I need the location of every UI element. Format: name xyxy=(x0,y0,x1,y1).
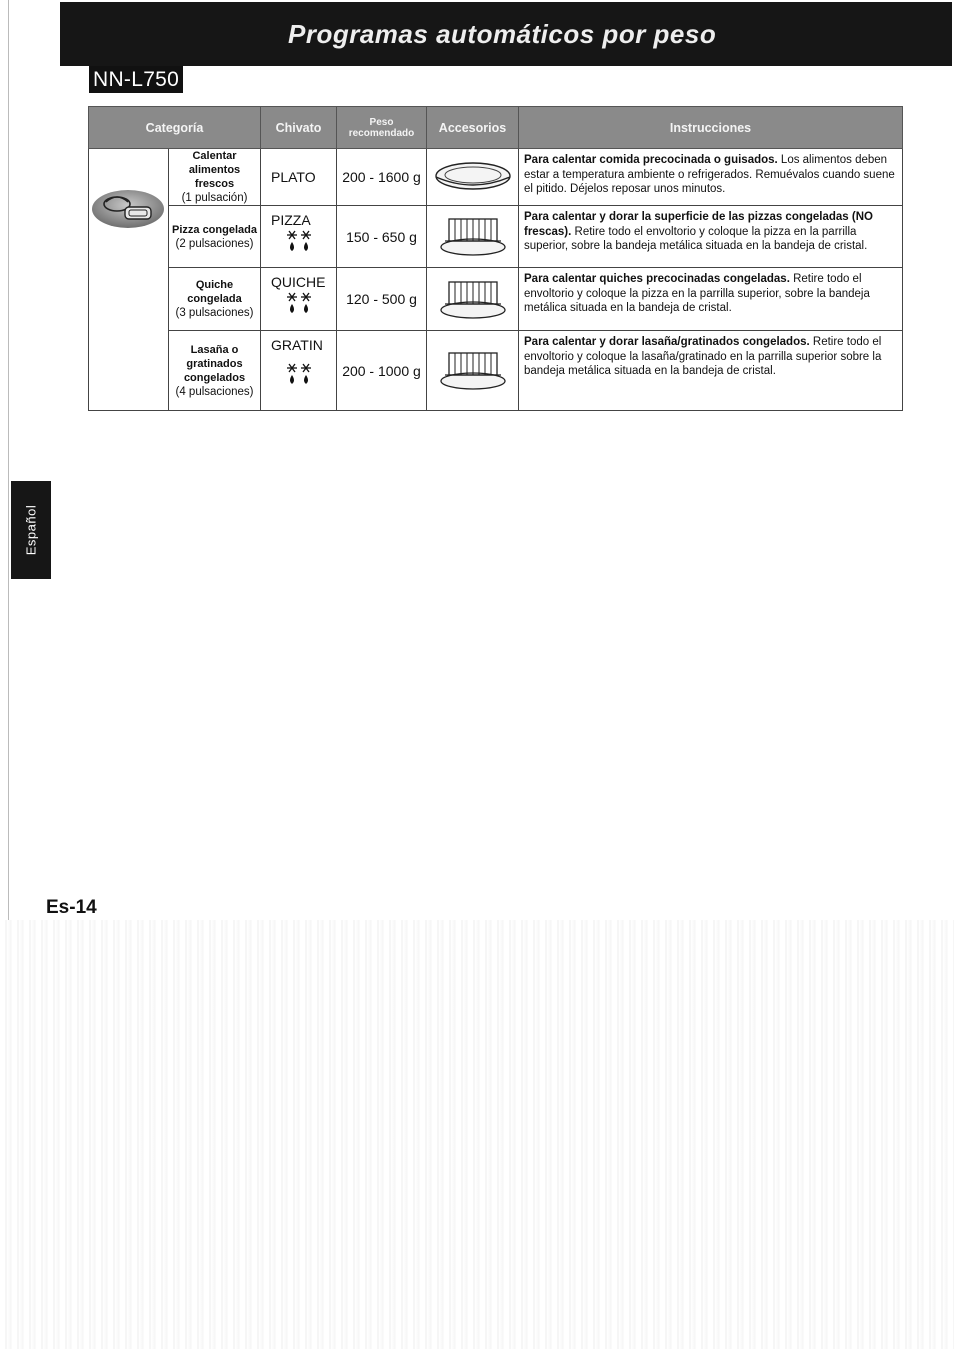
indicator-label: PIZZA xyxy=(271,212,311,228)
instruction-text: Retire todo el envoltorio y coloque la pizza en la parrilla superior, sobre la bandeja metálica situada en la bandeja de cristal. xyxy=(524,273,870,314)
instruction-text: Los alimentos deben estar a temperatura ambiente o refrigerados. Remuévalos cuando suene el pitido. Déjelos reposar unos minutos. xyxy=(524,154,895,195)
indicator-cell xyxy=(261,331,337,411)
category-name: Pizza congelada xyxy=(172,223,257,236)
program-table xyxy=(88,106,903,411)
frozen-drops-icon xyxy=(285,363,315,387)
table-row xyxy=(89,331,903,411)
model-badge: NN-L750 xyxy=(89,66,183,93)
indicator-cell xyxy=(261,268,337,331)
category-cell xyxy=(169,331,261,411)
instruction-cell xyxy=(519,268,903,331)
category-presses: (4 pulsaciones) xyxy=(175,385,254,398)
indicator-label: QUICHE xyxy=(271,274,326,290)
accessory-cell xyxy=(427,149,519,206)
accessory-cell xyxy=(427,268,519,331)
food-icon-cell xyxy=(89,149,169,411)
col-header-accessories: Accesorios xyxy=(427,107,519,149)
table-row xyxy=(89,149,903,206)
language-side-tab xyxy=(11,481,51,579)
indicator-label: PLATO xyxy=(271,169,316,185)
rack-tray-icon xyxy=(439,213,507,257)
table-header-row xyxy=(89,107,903,149)
instruction-text: Retire todo el envoltorio y coloque la lasaña/gratinado en la parrilla superior sobre la bandeja metálica situada en la bandeja de cristal. xyxy=(524,336,882,377)
weight-cell: 200 - 1000 g xyxy=(337,331,427,411)
col-header-instructions: Instrucciones xyxy=(519,107,903,149)
rack-tray-icon xyxy=(439,347,507,391)
col-header-indicator: Chivato xyxy=(261,107,337,149)
frozen-drops-icon xyxy=(285,230,315,254)
category-name: Quiche congelada xyxy=(187,279,242,305)
category-name: Calentar alimentos frescos xyxy=(188,150,241,190)
category-name: Lasaña o gratinados congelados xyxy=(183,343,246,384)
category-cell xyxy=(169,149,261,206)
indicator-cell xyxy=(261,149,337,206)
indicator-label: GRATIN xyxy=(271,337,323,353)
indicator-cell xyxy=(261,206,337,268)
category-cell xyxy=(169,206,261,268)
food-dish-icon xyxy=(89,149,167,229)
left-margin-rule xyxy=(8,0,9,920)
frozen-drops-icon xyxy=(285,292,315,316)
instruction-text: Retire todo el envoltorio y coloque la pizza en la parrilla superior, sobre la bandeja metálica situada en la bandeja de cristal. xyxy=(524,225,868,252)
weight-cell: 150 - 650 g xyxy=(337,206,427,268)
page-title: Programas automáticos por peso xyxy=(288,18,717,49)
instruction-cell xyxy=(519,206,903,268)
instruction-cell xyxy=(519,149,903,206)
accessory-cell xyxy=(427,206,519,268)
category-presses: (3 pulsaciones) xyxy=(175,307,254,319)
instruction-lead: Para calentar y dorar lasaña/gratinados congelados. xyxy=(524,336,810,348)
table-row xyxy=(89,268,903,331)
col-header-category: Categoría xyxy=(89,107,261,149)
instruction-lead: Para calentar y dorar la superficie de las pizzas congeladas (NO frescas). xyxy=(524,211,873,238)
instruction-cell xyxy=(519,331,903,411)
program-table-wrap xyxy=(88,106,902,410)
weight-cell: 120 - 500 g xyxy=(337,268,427,331)
accessory-cell xyxy=(427,331,519,411)
language-label: Español xyxy=(23,504,39,556)
category-presses: (2 pulsaciones) xyxy=(175,237,254,250)
page-title-bar xyxy=(60,2,952,66)
col-header-weight: Peso recomendado xyxy=(337,107,427,149)
weight-cell: 200 - 1600 g xyxy=(337,149,427,206)
scan-artifact-band xyxy=(0,920,954,1349)
rack-tray-icon xyxy=(439,276,507,320)
category-cell xyxy=(169,268,261,331)
page-number: Es-14 xyxy=(46,897,97,918)
glass-tray-icon xyxy=(433,160,513,192)
table-row xyxy=(89,206,903,268)
instruction-lead: Para calentar quiches precocinadas congeladas. xyxy=(524,273,790,285)
category-presses: (1 pulsación) xyxy=(181,192,248,204)
instruction-lead: Para calentar comida precocinada o guisados. xyxy=(524,154,778,166)
